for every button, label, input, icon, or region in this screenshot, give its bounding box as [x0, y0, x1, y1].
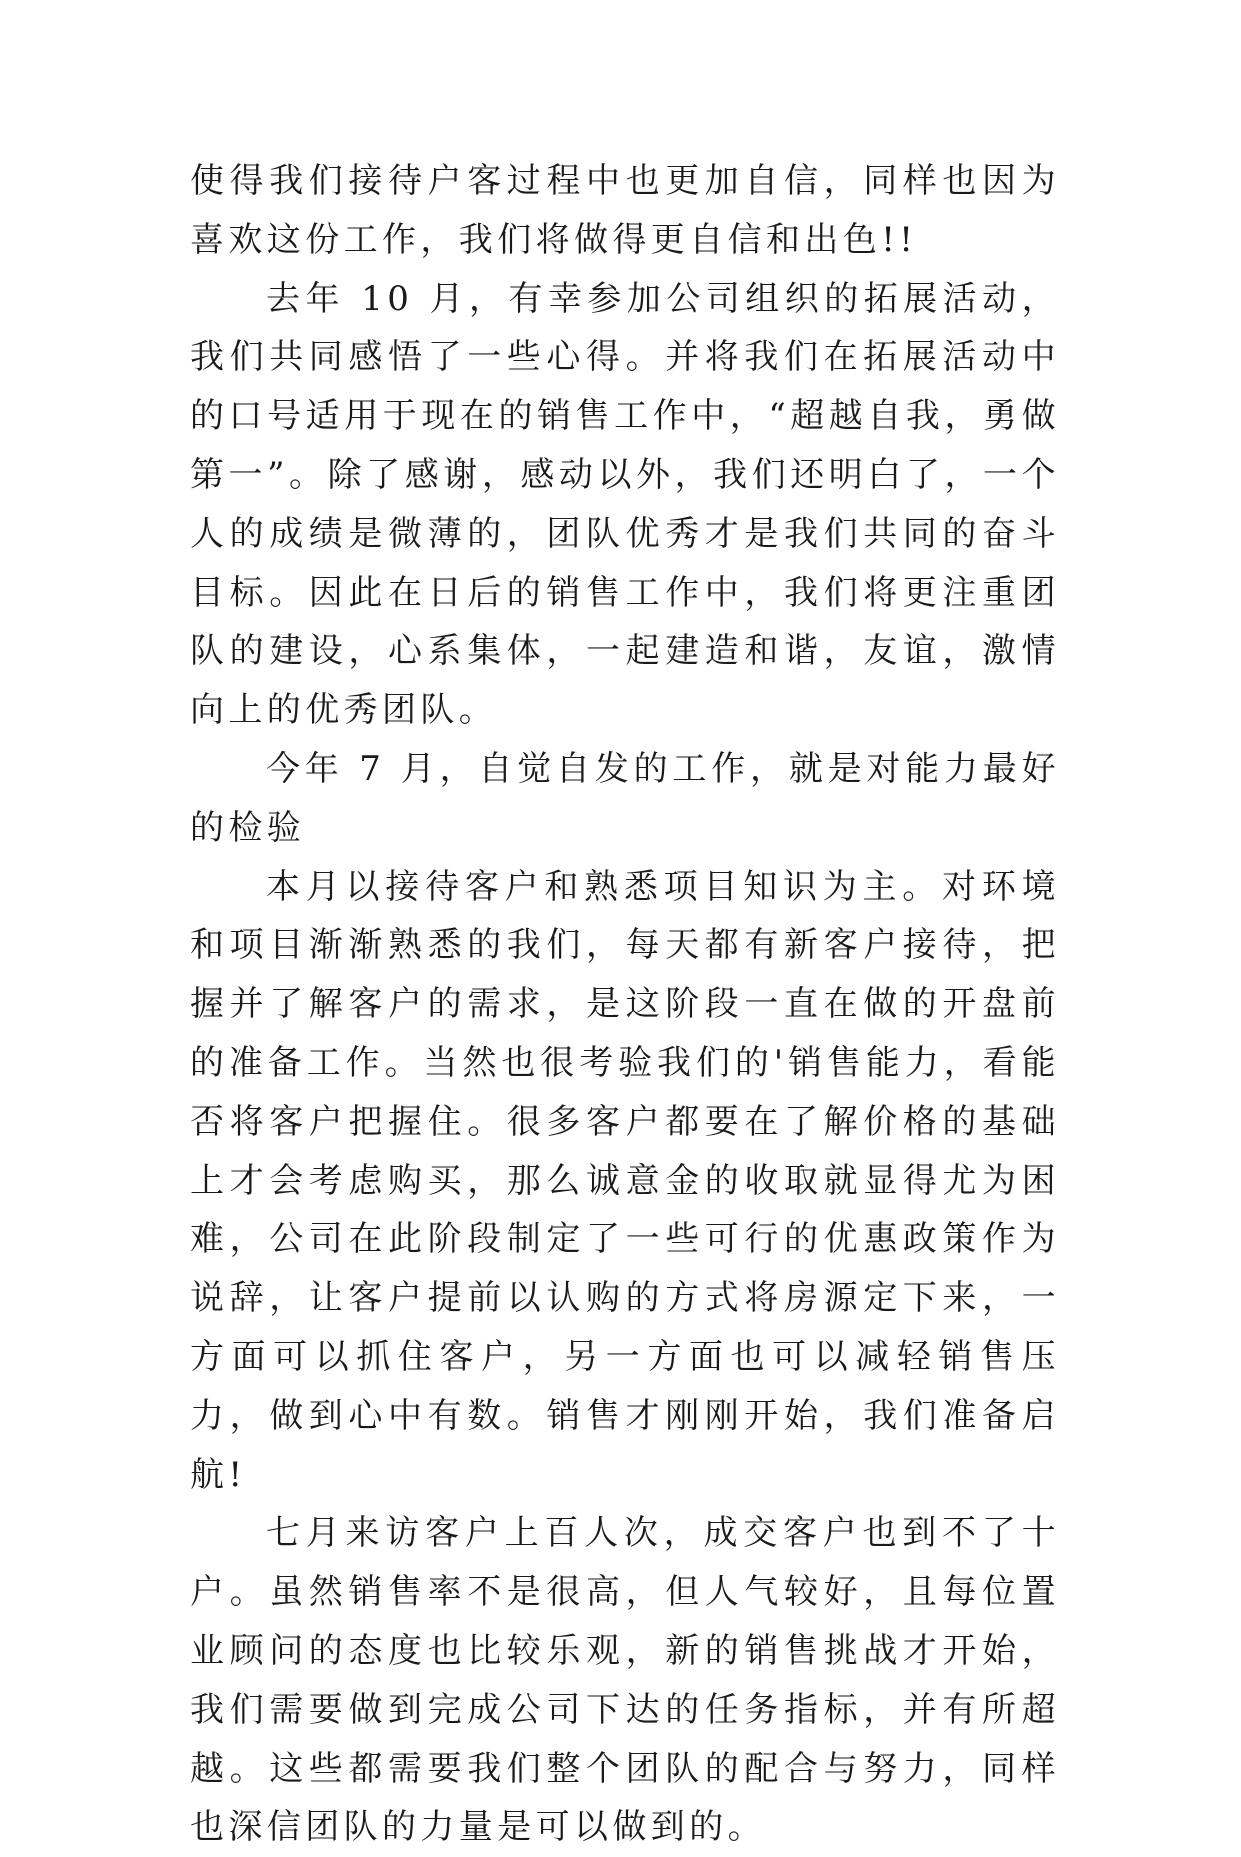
paragraph-4: 本月以接待客户和熟悉项目知识为主。对环境和项目渐渐熟悉的我们，每天都有新客户接待，把握并了解客户的需求，是这阶段一直在做的开盘前的准备工作。当然也很考验我们的'销售能力，看能否将客户把握住。很多客户都要在了解价格的基础上才会考虑购买，那么诚意金的收取就显得尤为困难，公司在此阶段制定了一些可行的优惠政策作为说辞，让客户提前以认购的方式将房源定下来，一方面可以抓住客户，另一方面也可以减轻销售压力，做到心中有数。销售才刚刚开始，我们准备启航!	[190, 866, 1060, 1495]
paragraph-3: 今年 7 月，自觉自发的工作，就是对能力最好的检验	[190, 748, 1060, 848]
paragraph-1: 使得我们接待户客过程中也更加自信，同样也因为喜欢这份工作，我们将做得更自信和出色!!	[190, 161, 1060, 260]
paragraph-5: 七月来访客户上百人次，成交客户也到不了十户。虽然销售率不是很高，但人气较好，且每位置业顾问的态度也比较乐观，新的销售挑战才开始，我们需要做到完成公司下达的任务指标，并有所超越。这些都需要我们整个团队的配合与努力，同样也深信团队的力量是可以做到的。	[190, 1513, 1060, 1848]
body-text	[190, 152, 1060, 1857]
paragraph-2: 去年 10 月，有幸参加公司组织的拓展活动，我们共同感悟了一些心得。并将我们在拓展活动中的口号适用于现在的销售工作中，“超越自我，勇做第一”。除了感谢，感动以外，我们还明白了，一个人的成绩是微薄的，团队优秀才是我们共同的奋斗目标。因此在日后的销售工作中，我们将更注重团队的建设，心系集体，一起建造和谐，友谊，激情向上的优秀团队。	[190, 278, 1060, 731]
